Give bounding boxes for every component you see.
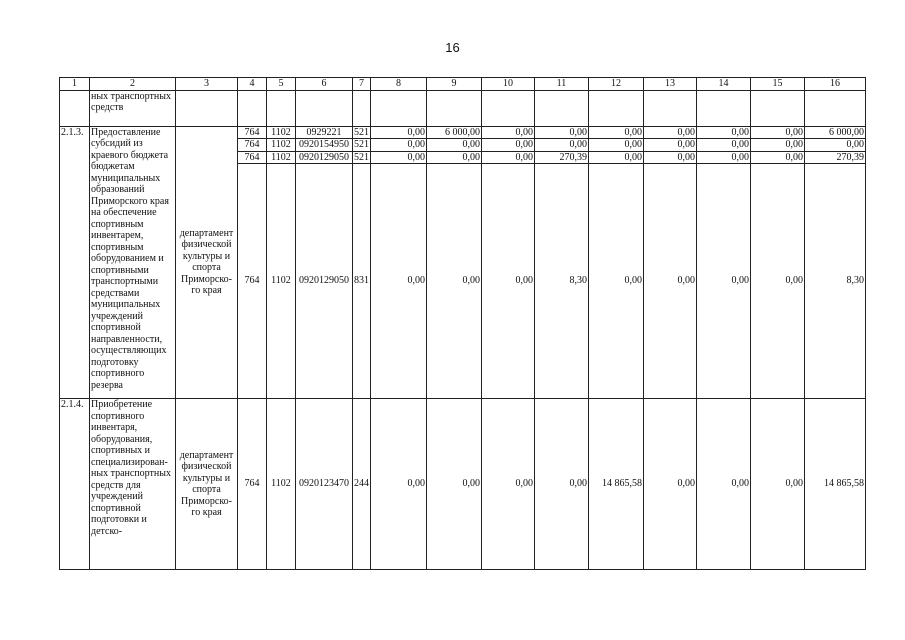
cell: 831 xyxy=(353,164,371,399)
cell: 270,39 xyxy=(805,151,866,164)
cell: 764 xyxy=(238,151,267,164)
cell: 0,00 xyxy=(371,139,427,152)
cell: 764 xyxy=(238,126,267,139)
cell: 0,00 xyxy=(371,151,427,164)
cell: 764 xyxy=(238,399,267,570)
cell: 0,00 xyxy=(751,151,805,164)
cell: 0,00 xyxy=(751,139,805,152)
cell: 0,00 xyxy=(644,164,697,399)
cell: 0,00 xyxy=(535,126,589,139)
cell: 270,39 xyxy=(535,151,589,164)
header-cell: 4 xyxy=(238,78,267,91)
cell: 0,00 xyxy=(805,139,866,152)
cell: 0,00 xyxy=(535,399,589,570)
cell: 0,00 xyxy=(589,139,644,152)
department-cell: департамент физической культуры и спорта Приморско-го края xyxy=(176,399,238,570)
cell: 14 865,58 xyxy=(589,399,644,570)
cell: 0,00 xyxy=(371,164,427,399)
cell: 0,00 xyxy=(644,151,697,164)
cell: 14 865,58 xyxy=(805,399,866,570)
header-cell: 2 xyxy=(90,78,176,91)
header-cell: 12 xyxy=(589,78,644,91)
cell: 0,00 xyxy=(427,399,482,570)
cell: 521 xyxy=(354,151,369,163)
department-cell: департамент физической культуры и спорта Приморско-го края xyxy=(176,126,238,399)
cell: 0929221 xyxy=(296,126,353,139)
header-row xyxy=(60,78,866,91)
table-row xyxy=(60,126,866,139)
cell: 0920154950 xyxy=(296,139,353,152)
cell: 0,00 xyxy=(482,164,535,399)
header-cell: 15 xyxy=(751,78,805,91)
cell: 1102 xyxy=(267,399,296,570)
cell: 0,00 xyxy=(697,139,751,152)
cell: 244 xyxy=(353,399,371,570)
cell: 0,00 xyxy=(697,164,751,399)
code-cell: 2.1.4. xyxy=(60,399,90,570)
cell: 1102 xyxy=(267,164,296,399)
budget-table xyxy=(59,77,866,570)
header-cell: 9 xyxy=(427,78,482,91)
code-cell xyxy=(60,90,90,126)
cell: 1102 xyxy=(267,139,296,152)
cell: 0,00 xyxy=(751,164,805,399)
table-row xyxy=(60,90,866,126)
cell: 0,00 xyxy=(697,126,751,139)
cell: 0,00 xyxy=(371,126,427,139)
cell: 0,00 xyxy=(482,151,535,164)
cell: 0,00 xyxy=(644,399,697,570)
header-cell: 13 xyxy=(644,78,697,91)
cell: 0,00 xyxy=(751,399,805,570)
cell: 0,00 xyxy=(482,126,535,139)
cell: 0,00 xyxy=(371,399,427,570)
cell: 0920123470 xyxy=(296,399,353,570)
cell: 0,00 xyxy=(644,126,697,139)
cell: 0,00 xyxy=(427,139,482,152)
cell: 0,00 xyxy=(589,126,644,139)
cell: 0,00 xyxy=(427,164,482,399)
cell: 0,00 xyxy=(751,126,805,139)
cell: 1102 xyxy=(267,151,296,164)
cell: 6 000,00 xyxy=(805,126,866,139)
cell: 8,30 xyxy=(805,164,866,399)
cell: 1102 xyxy=(267,126,296,139)
cell: 0,00 xyxy=(589,151,644,164)
name-cell: Предоставление субсидий из краевого бюджета бюджетам муниципальных образований Приморского края на обеспечение спортивным инвентарем, спортивным оборудованием и спортивными транспортными средствами муниципальных учреждений спортивной направленности, осуществляющих подготовку спортивного резерва xyxy=(90,126,176,399)
cell: 6 000,00 xyxy=(427,126,482,139)
header-cell: 11 xyxy=(535,78,589,91)
cell: 521 xyxy=(354,126,369,138)
cell: 764 xyxy=(238,164,267,399)
header-cell: 14 xyxy=(697,78,751,91)
header-cell: 3 xyxy=(176,78,238,91)
cell: 0,00 xyxy=(535,139,589,152)
table-row xyxy=(60,399,866,570)
cell: 8,30 xyxy=(535,164,589,399)
header-cell: 8 xyxy=(371,78,427,91)
header-cell: 5 xyxy=(267,78,296,91)
header-cell: 1 xyxy=(60,78,90,91)
cell: 764 xyxy=(238,139,267,152)
header-cell: 7 xyxy=(353,78,371,91)
cell: 521 xyxy=(354,139,369,150)
cell: 0,00 xyxy=(697,399,751,570)
cell: 0,00 xyxy=(697,151,751,164)
cell: 0920129050 xyxy=(296,164,353,399)
cell: 0,00 xyxy=(644,139,697,152)
page-number: 16 xyxy=(445,40,460,55)
cell: 0,00 xyxy=(482,139,535,152)
header-cell: 10 xyxy=(482,78,535,91)
cell: 0,00 xyxy=(589,164,644,399)
name-cell: Приобретение спортивного инвентаря, оборудования, спортивных и специализирован-ных транспортных средств для учреждений спортивной подготовки и детско- xyxy=(90,399,176,570)
cell: 0,00 xyxy=(427,151,482,164)
code-cell: 2.1.3. xyxy=(60,126,90,399)
name-cell: ных транспортных средств xyxy=(90,90,176,126)
header-cell: 16 xyxy=(805,78,866,91)
cell: 0920129050 xyxy=(296,151,353,164)
cell: 0,00 xyxy=(482,399,535,570)
header-cell: 6 xyxy=(296,78,353,91)
